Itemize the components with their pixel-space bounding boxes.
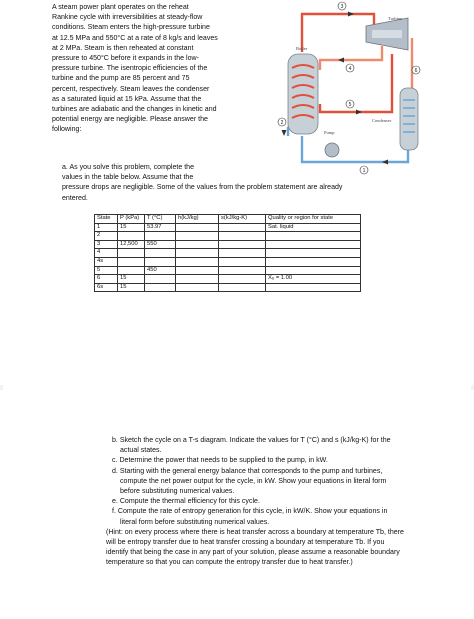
part-a-line: values in the table below. Assume that the	[62, 174, 194, 182]
table-cell[interactable]	[145, 249, 176, 258]
problem-line: A steam power plant operates on the reheat	[52, 4, 189, 11]
column-header: s(kJ/kg-K)	[219, 215, 266, 224]
problem-line: potential energy are negligible. Please answer the	[52, 116, 208, 124]
table-cell[interactable]	[219, 232, 266, 241]
table-cell[interactable]: X₆ = 1.00	[266, 275, 361, 284]
problem-line: percent, respectively. Steam leaves the condenser	[52, 85, 210, 93]
part-a-line: a. As you solve this problem, complete the	[62, 164, 195, 171]
problem-line: pressure to 450°C before it expands in the low-	[52, 55, 199, 63]
problem-line: turbines are adiabatic and the changes in kinetic and	[52, 106, 217, 114]
problem-line: at 12.5 MPa and 550°C at a rate of 8 kg/s and leaves	[52, 34, 218, 42]
table-cell[interactable]	[219, 223, 266, 232]
table-cell[interactable]	[266, 266, 361, 275]
table-cell[interactable]: 12,500	[118, 240, 145, 249]
hint-line: temperature so that you can compute the entropy transfer due to heat transfer.)	[106, 559, 353, 567]
table-cell[interactable]: 450	[145, 266, 176, 275]
table-cell[interactable]: 6s	[95, 283, 118, 292]
question-line: before substituting numerical values.	[120, 488, 235, 496]
problem-line: pressure turbine. The isentropic efficiencies of the	[52, 65, 208, 73]
turbine-label: Turbine	[388, 16, 403, 21]
problem-line: turbine and the pump are 85 percent and 75	[52, 75, 190, 83]
table-cell[interactable]: 3	[95, 240, 118, 249]
question-line: f. Compute the rate of entropy generation for this cycle, in kW/K. Show your equations in	[112, 508, 388, 516]
table-cell[interactable]	[219, 283, 266, 292]
question-line: e. Compute the thermal efficiency for this cycle.	[112, 498, 260, 506]
svg-text:5: 5	[348, 102, 352, 108]
table-cell[interactable]	[176, 266, 219, 275]
problem-line: as a saturated liquid at 15 kPa. Assume that the	[52, 95, 202, 103]
table-cell[interactable]	[266, 240, 361, 249]
problem-line: at 2 MPa. Steam is then reheated at constant	[52, 44, 194, 52]
flow-arrow	[348, 12, 354, 17]
table-cell[interactable]: Sat. liquid	[266, 223, 361, 232]
table-cell[interactable]	[176, 283, 219, 292]
reheat-rankine-schematic	[262, 0, 422, 178]
table-cell[interactable]: 2	[95, 232, 118, 241]
question-line: b. Sketch the cycle on a T-s diagram. Indicate the values for T (°C) and s (kJ/kg-K) for the	[112, 437, 391, 444]
table-row	[95, 266, 361, 275]
flow-arrow	[356, 110, 362, 115]
svg-text:4: 4	[348, 66, 352, 72]
table-cell[interactable]	[219, 257, 266, 266]
column-header: T (°C)	[145, 215, 176, 224]
hint-line: identify that being the case in any part of your solution, please assume a reasonable boundary	[106, 549, 400, 557]
table-cell[interactable]	[118, 232, 145, 241]
table-cell[interactable]: 53.97	[145, 223, 176, 232]
flow-arrow	[338, 58, 344, 63]
table-cell[interactable]	[219, 249, 266, 258]
table-row	[95, 275, 361, 284]
question-line: literal form before substituting numerical values.	[120, 518, 270, 526]
table-cell[interactable]	[176, 257, 219, 266]
svg-text:6: 6	[414, 68, 418, 74]
table-row	[95, 257, 361, 266]
table-cell[interactable]	[145, 232, 176, 241]
table-cell[interactable]	[219, 275, 266, 284]
pump-body	[325, 143, 339, 157]
table-cell[interactable]	[219, 240, 266, 249]
table-cell[interactable]	[118, 257, 145, 266]
table-cell[interactable]	[176, 275, 219, 284]
problem-line: following:	[52, 126, 82, 134]
page-edge-mark	[0, 385, 3, 390]
hint-line: will be entropy transfer due to heat transfer crossing a boundary at temperature Tb. If you	[106, 539, 385, 547]
table-cell[interactable]: 6	[95, 275, 118, 284]
table-cell[interactable]	[219, 266, 266, 275]
condenser-body	[400, 88, 418, 150]
pipe-state-5	[320, 54, 392, 112]
flow-arrow	[282, 130, 287, 136]
table-cell[interactable]	[145, 283, 176, 292]
table-cell[interactable]	[266, 257, 361, 266]
part-a-line: entered.	[62, 194, 88, 202]
column-header: P (kPa)	[118, 215, 145, 224]
column-header: State	[95, 215, 118, 224]
table-cell[interactable]	[266, 232, 361, 241]
boiler-label: Boiler	[296, 46, 308, 51]
table-cell[interactable]	[145, 257, 176, 266]
question-line: d. Starting with the general energy balance that corresponds to the pump and turbines,	[112, 467, 383, 475]
question-line: compute the net power output for the cycle, in kW. Show your equations in literal form	[120, 477, 387, 485]
column-header: h(kJ/kg)	[176, 215, 219, 224]
problem-line: conditions. Steam enters the high-pressure turbine	[52, 24, 210, 32]
svg-text:1: 1	[362, 168, 366, 174]
state-marker-5	[346, 100, 354, 108]
table-header-row	[95, 215, 361, 224]
state-marker-4	[346, 64, 354, 72]
table-cell[interactable]: 550	[145, 240, 176, 249]
state-table	[94, 214, 361, 292]
table-row	[95, 240, 361, 249]
table-row	[95, 223, 361, 232]
state-marker-2	[278, 118, 286, 126]
problem-statement	[52, 3, 284, 136]
table-row	[95, 232, 361, 241]
table-cell[interactable]	[145, 275, 176, 284]
pipe-state-3	[302, 14, 374, 52]
question-line: actual states.	[120, 447, 162, 455]
problem-line: Rankine cycle with irreversibilities at steady-flow	[52, 14, 203, 22]
table-row	[95, 283, 361, 292]
table-cell[interactable]	[118, 266, 145, 275]
table-cell[interactable]	[266, 283, 361, 292]
table-row	[95, 249, 361, 258]
turbine-highlight	[372, 30, 402, 38]
hint-line: (Hint: on every process where there is heat transfer across a boundary at temperature Tb, there	[106, 528, 404, 536]
table-cell[interactable]: 4s	[95, 257, 118, 266]
table-cell[interactable]	[118, 249, 145, 258]
flow-arrow	[382, 160, 388, 165]
svg-text:2: 2	[280, 120, 284, 126]
question-line: c. Determine the power that needs to be supplied to the pump, in kW.	[112, 457, 328, 465]
state-marker-6	[412, 66, 420, 74]
table-cell[interactable]	[176, 223, 219, 232]
table-cell[interactable]: 4	[95, 249, 118, 258]
table-cell[interactable]	[176, 240, 219, 249]
question-list	[106, 436, 432, 569]
table-cell[interactable]	[176, 249, 219, 258]
part-a-line: pressure drops are negligible. Some of the values from the problem statement are already	[62, 184, 343, 192]
table-cell[interactable]: 5	[95, 266, 118, 275]
table-cell[interactable]: 15	[118, 223, 145, 232]
state-marker-1	[360, 166, 368, 174]
pump-label: Pump	[324, 130, 335, 135]
table-cell[interactable]	[266, 249, 361, 258]
column-header: Quality or region for state	[266, 215, 361, 224]
state-marker-3	[338, 2, 346, 10]
table-cell[interactable]: 15	[118, 283, 145, 292]
table-cell[interactable]	[176, 232, 219, 241]
svg-text:3: 3	[340, 4, 344, 10]
table-cell[interactable]: 15	[118, 275, 145, 284]
pipe-state-1	[302, 136, 408, 162]
condenser-label: Condenser	[372, 118, 392, 123]
table-cell[interactable]: 1	[95, 223, 118, 232]
